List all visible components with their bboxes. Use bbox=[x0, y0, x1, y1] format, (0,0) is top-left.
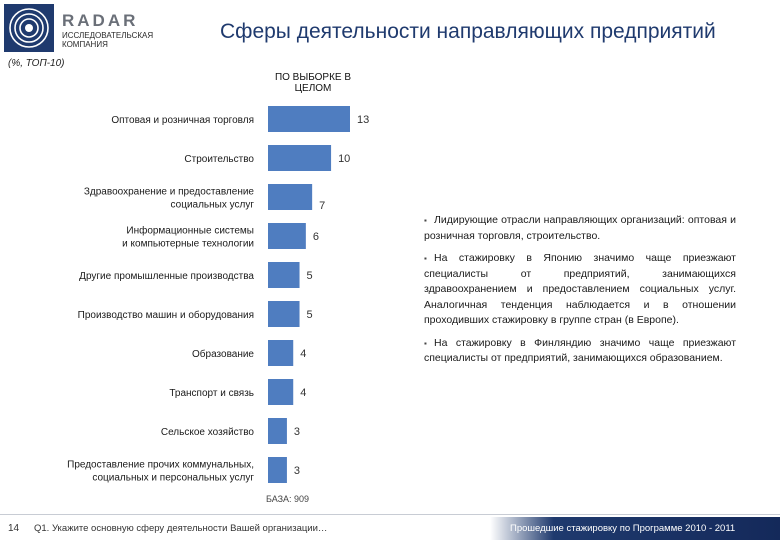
column-heading: ПО ВЫБОРКЕ В ЦЕЛОМ bbox=[274, 72, 352, 94]
category-label-line: Строительство bbox=[184, 154, 254, 165]
bar bbox=[268, 418, 287, 444]
category-label-line: Другие промышленные производства bbox=[79, 271, 254, 282]
bar-value-label: 3 bbox=[293, 465, 301, 477]
category-label-line: Сельское хозяйство bbox=[160, 427, 254, 438]
bar bbox=[268, 145, 331, 171]
logo-tagline: ИССЛЕДОВАТЕЛЬСКАЯ КОМПАНИЯ bbox=[62, 31, 154, 49]
category-label-line: Образование bbox=[192, 349, 254, 360]
bar-value-label: 13 bbox=[357, 114, 370, 126]
bar bbox=[268, 223, 306, 249]
footer-divider bbox=[0, 514, 780, 515]
category-label-line: Транспорт и связь bbox=[169, 388, 254, 399]
category-label-line: Информационные системы bbox=[126, 225, 254, 237]
category-label-line: Здравоохранение и предоставление bbox=[83, 186, 254, 198]
bar bbox=[268, 340, 293, 366]
bar-value-label: 3 bbox=[293, 426, 301, 438]
bar bbox=[268, 184, 312, 210]
category-label-line: Оптовая и розничная торговля bbox=[111, 115, 254, 126]
note-text: На стажировку в Финляндию значимо чаще приезжают специалисты от предприятий, занимающихся образованием. bbox=[424, 336, 736, 364]
category-label bbox=[84, 187, 255, 211]
page-number: 14 bbox=[8, 523, 20, 534]
note-text: На стажировку в Японию значимо чаще приезжают специалисты от предприятий, занимающихся здравоохранением и предоставлением социальных услуг. Аналогичная тенденция наблюдается и в отношении проходивших стажировку в группе стран (в Европе). bbox=[424, 252, 736, 326]
category-label bbox=[67, 460, 254, 484]
bar bbox=[268, 106, 350, 132]
category-label-line: Предоставление прочих коммунальных, bbox=[67, 459, 254, 471]
logo-wordmark: RADAR bbox=[62, 11, 139, 30]
bar bbox=[268, 301, 300, 327]
category-label-line: Производство машин и оборудования bbox=[77, 310, 254, 321]
chart-subtitle: (%, ТОП-10) bbox=[8, 58, 65, 69]
findings-notes bbox=[424, 213, 736, 374]
survey-question: Q1. Укажите основную сферу деятельности Вашей организации… bbox=[34, 523, 328, 534]
bullet-icon: ▪ bbox=[424, 254, 427, 263]
bar-value-label: 4 bbox=[300, 348, 307, 360]
bar-value-label: 5 bbox=[306, 309, 313, 321]
industry-bar-chart bbox=[0, 0, 380, 510]
category-label bbox=[184, 154, 254, 165]
program-note: Прошедшие стажировку по Программе 2010 - 2011 bbox=[510, 523, 736, 534]
page-title: Сферы деятельности направляющих предприятий bbox=[220, 20, 716, 43]
bar bbox=[268, 262, 300, 288]
base-note: БАЗА: 909 bbox=[266, 494, 310, 504]
bar bbox=[268, 379, 293, 405]
bar-value-label: 10 bbox=[338, 153, 351, 165]
note-item bbox=[424, 336, 736, 367]
bar-value-label: 6 bbox=[312, 231, 319, 243]
bullet-icon: ▪ bbox=[424, 338, 427, 348]
note-text: Лидирующие отрасли направляющих организаций: оптовая и розничная торговля, строительство. bbox=[424, 214, 736, 242]
category-label-line: социальных и персональных услуг bbox=[92, 472, 254, 484]
bullet-icon: ▪ bbox=[424, 216, 427, 225]
category-label-line: социальных услуг bbox=[170, 199, 254, 211]
bar bbox=[268, 457, 287, 483]
category-label bbox=[111, 115, 254, 126]
bar-value-label: 5 bbox=[306, 270, 313, 282]
note-item bbox=[424, 251, 736, 329]
category-label bbox=[192, 348, 254, 360]
category-label-line: и компьютерные технологии bbox=[122, 238, 254, 250]
category-label bbox=[79, 271, 254, 282]
category-label bbox=[161, 427, 255, 438]
category-label bbox=[169, 388, 254, 399]
bar-value-label: 7 bbox=[319, 200, 326, 212]
bar-value-label: 4 bbox=[300, 387, 307, 399]
category-label bbox=[122, 225, 254, 250]
category-label bbox=[78, 309, 254, 321]
note-item bbox=[424, 213, 736, 244]
